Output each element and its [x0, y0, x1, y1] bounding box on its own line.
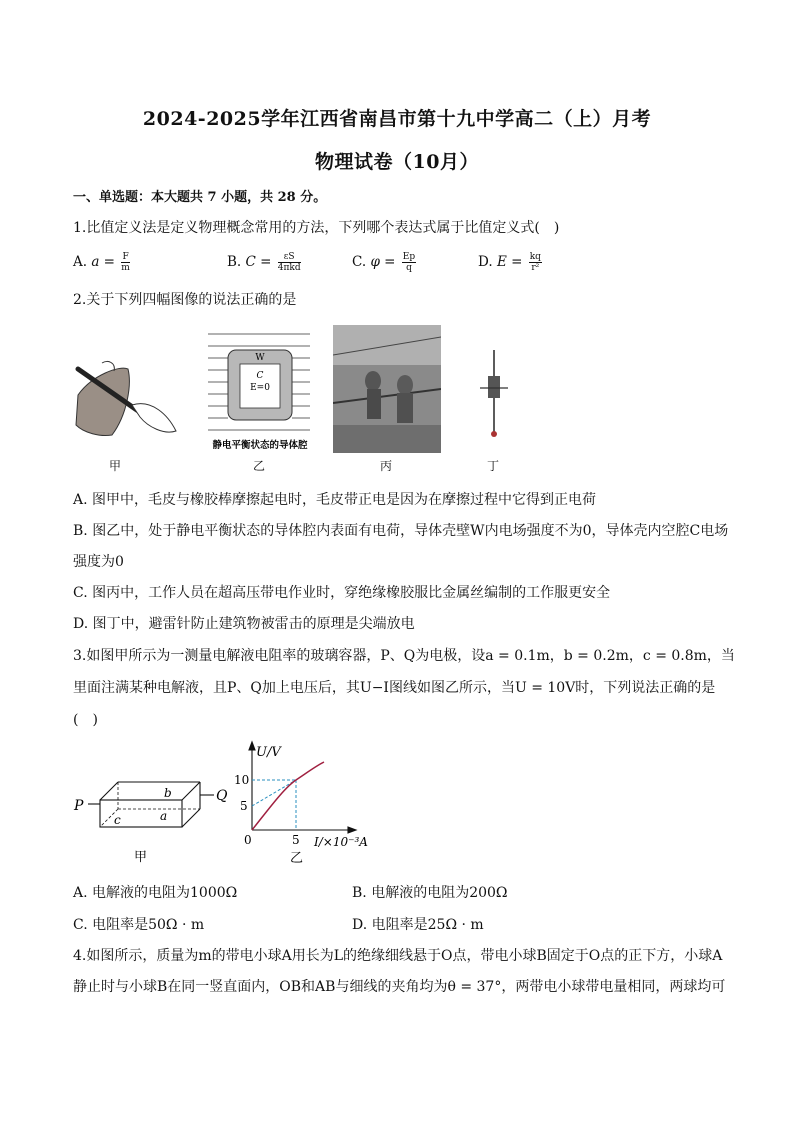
- q3-option-b: B. 电解液的电阻为200Ω: [352, 885, 508, 901]
- q1-option-b-label: B.: [227, 254, 242, 270]
- worker-2-body: [397, 393, 413, 423]
- q2-option-b-line2: 强度为0: [73, 554, 124, 570]
- q1-option-c: [352, 252, 416, 273]
- q3-stem-line3: ( ): [73, 712, 98, 728]
- q1-option-c-label: C.: [352, 254, 367, 270]
- dim-a: a: [160, 809, 168, 823]
- q3-option-a: A. 电解液的电阻为1000Ω: [73, 885, 238, 901]
- q3-option-d: D. 电阻率是25Ω · m: [352, 917, 484, 933]
- q2-caption-d: 丁: [487, 459, 500, 473]
- q1-option-a-label: A.: [73, 254, 88, 270]
- y-tick-10: 10: [234, 773, 250, 787]
- q2-caption-b: 乙: [253, 459, 266, 473]
- q1-option-d-fraction: [529, 252, 542, 273]
- q1-option-d: [478, 252, 542, 273]
- q1-option-b-den: 4πkd: [277, 263, 301, 273]
- q4-line2: 静止时与小球B在同一竖直面内，OB和AB与细线的夹角均为θ = 37°，两带电小球带电量相同，两球均可: [73, 979, 726, 995]
- origin-label: 0: [244, 833, 252, 847]
- cavity-caption: 静电平衡状态的导体腔: [212, 440, 308, 451]
- y-axis-label: U/V: [256, 745, 281, 760]
- electrode-q: Q: [216, 788, 228, 804]
- x-tick-5: 5: [292, 833, 300, 847]
- q1-option-c-den: q: [406, 263, 412, 273]
- electrode-p: P: [74, 798, 84, 814]
- q2-option-c: C. 图丙中，工作人员在超高压带电作业时，穿绝缘橡胶服比金属丝编制的工作服更安全: [73, 585, 611, 601]
- q3-caption-b: 乙: [290, 851, 304, 866]
- q2-option-a: A. 图甲中，毛皮与橡胶棒摩擦起电时，毛皮带正电是因为在摩擦过程中它得到正电荷: [73, 492, 597, 508]
- q3-stem-line1: 3.如图甲所示为一测量电解液电阻率的玻璃容器，P、Q为电极，设a = 0.1m，b = 0.2m，c = 0.8m，当: [73, 648, 735, 664]
- rod-body: [488, 376, 500, 398]
- q3-figure-a: [70, 770, 230, 866]
- q2-figure-d: [476, 348, 512, 440]
- q3-figure-b: [228, 738, 388, 868]
- worker-1: [365, 371, 381, 391]
- label-c: C: [256, 371, 264, 381]
- q2-stem: 2.关于下列四幅图像的说法正确的是: [73, 292, 297, 308]
- q1-option-c-num: Ep: [402, 252, 416, 262]
- q1-option-a-num: F: [122, 252, 129, 262]
- q1-option-b-lhs: C =: [245, 254, 272, 270]
- q2-figure-b: [206, 326, 314, 454]
- exam-title-line2: 物理试卷（10月）: [315, 151, 479, 173]
- section-heading: 一、单选题：本大题共 7 小题，共 28 分。: [73, 190, 327, 205]
- q1-option-a: [73, 252, 130, 273]
- q2-figure-a: [72, 355, 182, 445]
- q1-option-c-lhs: φ =: [370, 254, 396, 270]
- q2-caption-a: 甲: [109, 459, 122, 473]
- q1-option-d-den: r²: [531, 263, 540, 273]
- q3-caption-a: 甲: [134, 850, 148, 865]
- worker-1-body: [367, 389, 381, 419]
- q1-option-d-lhs: E =: [496, 254, 523, 270]
- q2-option-b-line1: B. 图乙中，处于静电平衡状态的导体腔内表面有电荷，导体壳壁W内电场强度不为0，导体壳内空腔C电场: [73, 523, 729, 539]
- q3-stem-line2: 里面注满某种电解液，且P、Q加上电压后，其U−I图线如图乙所示，当U = 10V时，下列说法正确的是: [73, 680, 716, 696]
- label-e-zero: E=0: [250, 383, 270, 393]
- q1-stem: 1.比值定义法是定义物理概念常用的方法，下列哪个表达式属于比值定义式( ): [73, 220, 560, 236]
- q1-option-a-den: m: [121, 263, 130, 273]
- rod-tip: [491, 431, 497, 437]
- dim-c: c: [114, 813, 121, 827]
- x-axis-label: I/×10⁻³A: [314, 835, 368, 849]
- q1-option-d-num: kq: [529, 252, 541, 262]
- q4-line1: 4.如图所示，质量为m的带电小球A用长为L的绝缘细线悬于O点，带电小球B固定于O点的正下方，小球A: [73, 948, 723, 964]
- q2-figure-c: [333, 325, 441, 453]
- ground: [333, 425, 441, 453]
- q1-option-d-label: D.: [478, 254, 493, 270]
- exam-title-line1: 2024-2025学年江西省南昌市第十九中学高二（上）月考: [142, 108, 652, 130]
- q1-option-c-fraction: [402, 252, 416, 273]
- q2-option-d: D. 图丁中，避雷针防止建筑物被雷击的原理是尖端放电: [73, 616, 415, 632]
- sky: [333, 325, 441, 365]
- q2-caption-c: 丙: [380, 459, 393, 473]
- hand: [132, 404, 176, 432]
- q1-option-a-lhs: a =: [91, 254, 115, 270]
- label-w: W: [255, 353, 265, 363]
- dim-b: b: [164, 786, 172, 800]
- u-i-curve: [252, 762, 324, 830]
- q3-option-c: C. 电阻率是50Ω · m: [73, 917, 205, 933]
- q1-option-b: [227, 252, 301, 273]
- worker-2: [397, 375, 413, 395]
- q1-option-b-num: εS: [278, 252, 301, 263]
- y-tick-5: 5: [240, 799, 248, 813]
- q1-option-a-fraction: [121, 252, 130, 273]
- q1-option-b-fraction: [278, 252, 301, 273]
